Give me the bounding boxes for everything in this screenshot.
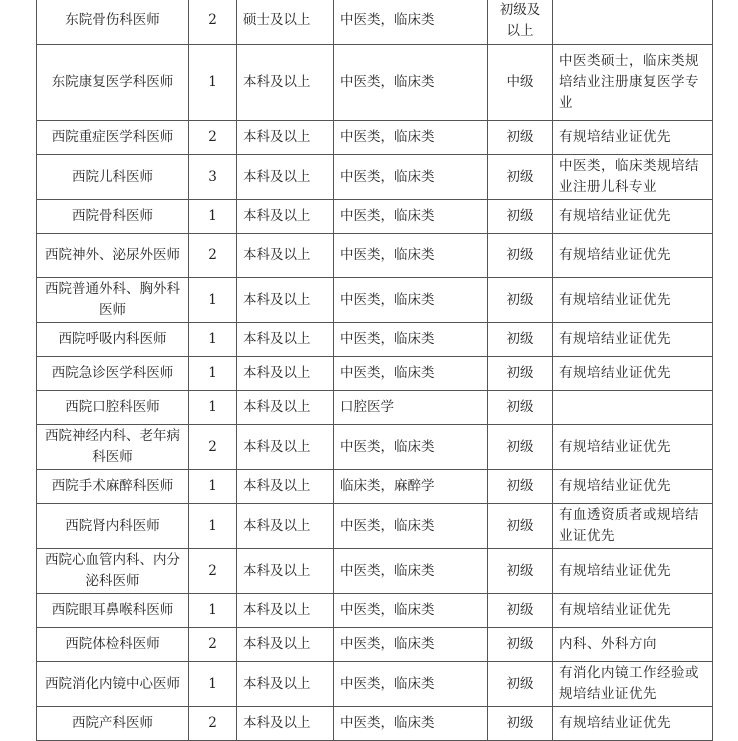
headcount-cell: 1 [189,391,237,425]
requirement-note-cell: 中医类，临床类规培结业注册儿科专业 [553,155,713,200]
requirement-note-cell: 有规培结业证优先 [553,470,713,504]
requirement-note-cell: 有规培结业证优先 [553,357,713,391]
requirement-note-cell: 有规培结业证优先 [553,278,713,323]
post-cell: 西院手术麻醉科医师 [37,470,189,504]
major-cell: 口腔医学 [334,391,488,425]
requirement-note-cell: 有规培结业证优先 [553,323,713,357]
requirement-note-cell: 有血透资质者或规培结业证优先 [553,504,713,549]
requirement-note-cell: 有规培结业证优先 [553,549,713,594]
table-row [37,391,713,425]
title-level-cell: 初级 [488,707,553,741]
major-cell: 中医类，临床类 [334,45,488,121]
post-cell: 西院急诊医学科医师 [37,357,189,391]
education-cell: 本科及以上 [237,662,334,707]
post-cell: 西院心血管内科、内分泌科医师 [37,549,189,594]
major-cell: 中医类，临床类 [334,662,488,707]
title-level-cell: 初级 [488,200,553,234]
requirement-note-cell [553,391,713,425]
table-row [37,357,713,391]
requirement-note-cell: 有规培结业证优先 [553,425,713,470]
major-cell: 中医类，临床类 [334,504,488,549]
education-cell: 本科及以上 [237,594,334,628]
table-row [37,662,713,707]
table-row [37,628,713,662]
title-level-cell: 中级 [488,45,553,121]
table-row [37,425,713,470]
post-cell: 西院消化内镜中心医师 [37,662,189,707]
title-level-cell: 初级 [488,155,553,200]
post-cell: 西院普通外科、胸外科医师 [37,278,189,323]
headcount-cell: 1 [189,470,237,504]
post-cell: 西院重症医学科医师 [37,121,189,155]
table-row [37,0,713,45]
headcount-cell: 2 [189,707,237,741]
headcount-cell: 1 [189,278,237,323]
post-cell: 西院肾内科医师 [37,504,189,549]
post-cell: 西院眼耳鼻喉科医师 [37,594,189,628]
post-cell: 西院口腔科医师 [37,391,189,425]
major-cell: 中医类，临床类 [334,121,488,155]
headcount-cell: 2 [189,549,237,594]
post-cell: 西院呼吸内科医师 [37,323,189,357]
table-row [37,504,713,549]
major-cell: 中医类，临床类 [334,155,488,200]
title-level-cell: 初级 [488,323,553,357]
requirement-note-cell: 中医类硕士，临床类规培结业注册康复医学专业 [553,45,713,121]
title-level-cell: 初级 [488,628,553,662]
title-level-cell: 初级 [488,234,553,278]
requirement-note-cell [553,0,713,45]
table-row [37,200,713,234]
education-cell: 本科及以上 [237,200,334,234]
requirement-note-cell: 有规培结业证优先 [553,707,713,741]
requirement-note-cell: 有规培结业证优先 [553,594,713,628]
table-row [37,121,713,155]
post-cell: 西院体检科医师 [37,628,189,662]
major-cell: 中医类，临床类 [334,425,488,470]
education-cell: 本科及以上 [237,470,334,504]
education-cell: 硕士及以上 [237,0,334,45]
headcount-cell: 2 [189,0,237,45]
table-row [37,470,713,504]
education-cell: 本科及以上 [237,278,334,323]
headcount-cell: 1 [189,594,237,628]
recruitment-table [36,0,713,741]
education-cell: 本科及以上 [237,425,334,470]
title-level-cell: 初级及以上 [488,0,553,45]
education-cell: 本科及以上 [237,357,334,391]
education-cell: 本科及以上 [237,121,334,155]
major-cell: 中医类，临床类 [334,549,488,594]
title-level-cell: 初级 [488,470,553,504]
post-cell: 西院儿科医师 [37,155,189,200]
headcount-cell: 2 [189,121,237,155]
headcount-cell: 1 [189,323,237,357]
requirement-note-cell: 有规培结业证优先 [553,121,713,155]
post-cell: 东院康复医学科医师 [37,45,189,121]
title-level-cell: 初级 [488,662,553,707]
title-level-cell: 初级 [488,425,553,470]
major-cell: 中医类，临床类 [334,357,488,391]
title-level-cell: 初级 [488,549,553,594]
post-cell: 西院骨科医师 [37,200,189,234]
post-cell: 西院产科医师 [37,707,189,741]
education-cell: 本科及以上 [237,391,334,425]
table-row [37,707,713,741]
major-cell: 中医类，临床类 [334,278,488,323]
table-row [37,323,713,357]
education-cell: 本科及以上 [237,504,334,549]
post-cell: 西院神经内科、老年病科医师 [37,425,189,470]
headcount-cell: 2 [189,425,237,470]
title-level-cell: 初级 [488,357,553,391]
title-level-cell: 初级 [488,504,553,549]
table-row [37,155,713,200]
headcount-cell: 2 [189,628,237,662]
education-cell: 本科及以上 [237,549,334,594]
table-row [37,594,713,628]
requirement-note-cell: 有消化内镜工作经验或规培结业证优先 [553,662,713,707]
major-cell: 中医类，临床类 [334,234,488,278]
post-cell: 西院神外、泌尿外医师 [37,234,189,278]
headcount-cell: 2 [189,234,237,278]
headcount-cell: 1 [189,662,237,707]
title-level-cell: 初级 [488,278,553,323]
post-cell: 东院骨伤科医师 [37,0,189,45]
table-body [37,0,713,741]
education-cell: 本科及以上 [237,234,334,278]
education-cell: 本科及以上 [237,628,334,662]
major-cell: 中医类，临床类 [334,0,488,45]
education-cell: 本科及以上 [237,707,334,741]
table-row [37,45,713,121]
major-cell: 中医类，临床类 [334,323,488,357]
table-row [37,278,713,323]
major-cell: 中医类，临床类 [334,200,488,234]
headcount-cell: 1 [189,200,237,234]
headcount-cell: 1 [189,45,237,121]
education-cell: 本科及以上 [237,323,334,357]
major-cell: 中医类，临床类 [334,628,488,662]
table-row [37,234,713,278]
education-cell: 本科及以上 [237,45,334,121]
headcount-cell: 3 [189,155,237,200]
education-cell: 本科及以上 [237,155,334,200]
requirement-note-cell: 内科、外科方向 [553,628,713,662]
major-cell: 临床类，麻醉学 [334,470,488,504]
major-cell: 中医类，临床类 [334,707,488,741]
headcount-cell: 1 [189,357,237,391]
title-level-cell: 初级 [488,594,553,628]
major-cell: 中医类，临床类 [334,594,488,628]
title-level-cell: 初级 [488,391,553,425]
headcount-cell: 1 [189,504,237,549]
requirement-note-cell: 有规培结业证优先 [553,234,713,278]
requirement-note-cell: 有规培结业证优先 [553,200,713,234]
table-row [37,549,713,594]
title-level-cell: 初级 [488,121,553,155]
